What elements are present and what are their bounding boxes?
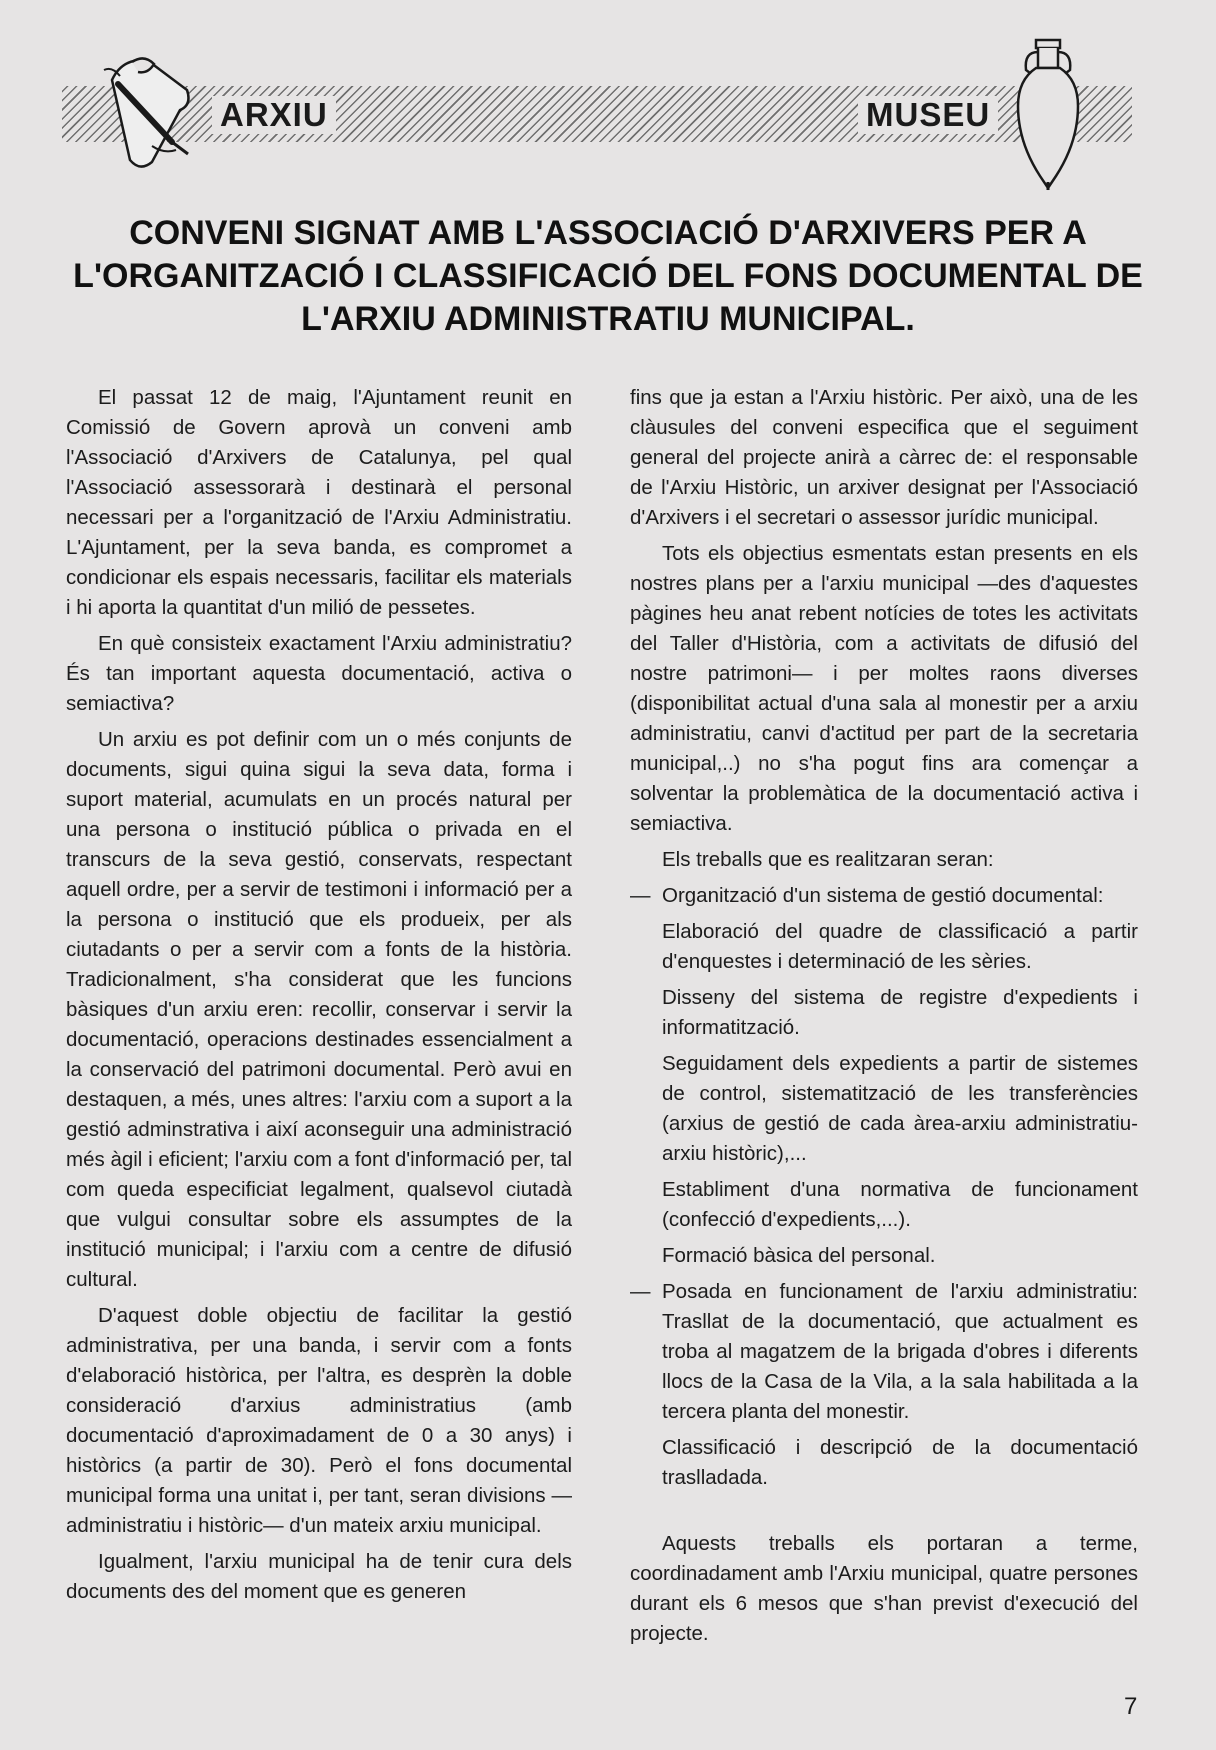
dash-marker: — — [630, 884, 651, 907]
right-column — [630, 383, 1138, 1655]
header-label-museu: MUSEU — [858, 96, 998, 134]
paragraph: Un arxiu es pot definir com un o més conjunts de documents, sigui quina sigui la seva data, forma i suport material, acumulats en un procés natural per una persona o institució pública o privada en el transcurs de la seva gestió, conservats, respectant aquell ordre, per a servir de testimoni i informació per a la persona o institució que els produeix, per als ciutadants o per a servir com a fonts de la història. Tradicionalment, s'ha considerat que les funcions bàsiques d'un arxiu eren: recollir, conservar i servir la documentació, operacions destinades essencialment a la conservació del patrimoni documental. Però avui en destaquen, a més, unes altres: l'arxiu com a suport a la gestió adminstrativa i així aconseguir una administració més àgil i eficient; l'arxiu com a font d'informació per, tal com queda especificiat legalment, qualsevol ciutadà que vulgui consultar sobre els assumptes de la institució municipal; i l'arxiu com a centre de difusió cultural. — [66, 728, 572, 1291]
paragraph: Igualment, l'arxiu municipal ha de tenir cura dels documents des del moment que es generen — [66, 1550, 572, 1603]
scroll-quill-icon — [92, 50, 202, 170]
tasks-intro: Els treballs que es realitzaran seran: — [662, 848, 994, 871]
sub-item: Classificació i descripció de la documentació traslladada. — [662, 1436, 1138, 1489]
sub-item: Establiment d'una normativa de funcionament (confecció d'expedients,...). — [662, 1178, 1138, 1231]
spacer — [630, 1499, 1138, 1529]
sub-item: Elaboració del quadre de classificació a partir d'enquestes i determinació de les sèries. — [662, 920, 1138, 973]
task-item — [630, 1277, 1138, 1427]
header-label-arxiu: ARXIU — [212, 96, 336, 134]
article-title: CONVENI SIGNAT AMB L'ASSOCIACIÓ D'ARXIVERS PER A L'ORGANITZACIÓ I CLASSIFICACIÓ DEL FONS DOCUMENTAL DE L'ARXIU ADMINISTRATIU MUNICIPAL. — [73, 214, 1143, 338]
paragraph: Tots els objectius esmentats estan presents en els nostres plans per a l'arxiu municipal —des d'aquestes pàgines heu anat rebent notícies de totes les activitats del Taller d'Història, com a activitats de difusió del nostre patrimoni— i per moltes raons diverses (disponibilitat actual d'una sala al monestir per a arxiu administratiu, canvi d'actitud per part de la secretaria municipal,..) no s'ha pogut fins ara començar a solventar la problemàtica de la documentació activa i semiactiva. — [630, 542, 1138, 835]
paragraph: D'aquest doble objectiu de facilitar la gestió administrativa, per una banda, i servir com a fonts d'elaboració històrica, per l'altra, es desprèn la doble consideració d'arxius administratius (amb documentació d'aproximadament de 0 a 30 anys) i històrics (a partir de 30). Però el fons documental municipal forma una unitat i, per tant, seran divisions —administratiu i històric— d'un mateix arxiu municipal. — [66, 1304, 572, 1537]
task-heading: Posada en funcionament de l'arxiu administratiu: Trasllat de la documentació, que actualment es troba al magatzem de la brigada d'obres i diferents llocs de la Casa de la Vila, a la sala habilitada a la tercera planta del monestir. — [662, 1280, 1138, 1423]
sub-item: Formació bàsica del personal. — [662, 1244, 936, 1267]
sub-item: Disseny del sistema de registre d'expedients i informatització. — [662, 986, 1138, 1039]
paragraph: El passat 12 de maig, l'Ajuntament reunit en Comissió de Govern aprovà un conveni amb l'Associació d'Arxivers de Catalunya, pel qual l'Associació assessorarà i destinarà el personal necessari per a l'organització de l'Arxiu Administratiu. L'Ajuntament, per la seva banda, es compromet a condicionar els espais necessaris, facilitar els materials i hi aporta la quantitat d'un milió de pessetes. — [66, 386, 572, 619]
paragraph-continuation: fins que ja estan a l'Arxiu històric. Per això, una de les clàusules del conveni especifica que el seguiment general del projecte anirà a càrrec de: el responsable de l'Arxiu Històric, un arxiver designat per l'Associació d'Arxivers i el secretari o assessor jurídic municipal. — [630, 386, 1138, 529]
dash-marker: — — [630, 1280, 651, 1303]
page-number: 7 — [1124, 1693, 1138, 1720]
amphora-icon — [1010, 36, 1086, 192]
closing-paragraph: Aquests treballs els portaran a terme, coordinadament amb l'Arxiu municipal, quatre persones durant els 6 mesos que s'han previst d'execució del projecte. — [630, 1532, 1138, 1645]
left-column — [66, 383, 572, 1613]
task-heading: Organització d'un sistema de gestió documental: — [662, 884, 1104, 907]
task-item — [630, 881, 1138, 911]
paragraph: En què consisteix exactament l'Arxiu administratiu? És tan important aquesta documentació, activa o semiactiva? — [66, 632, 572, 715]
sub-item: Seguidament dels expedients a partir de sistemes de control, sistematització de les transferències (arxius de gestió de cada àrea-arxiu administratiu-arxiu històric),... — [662, 1052, 1138, 1165]
